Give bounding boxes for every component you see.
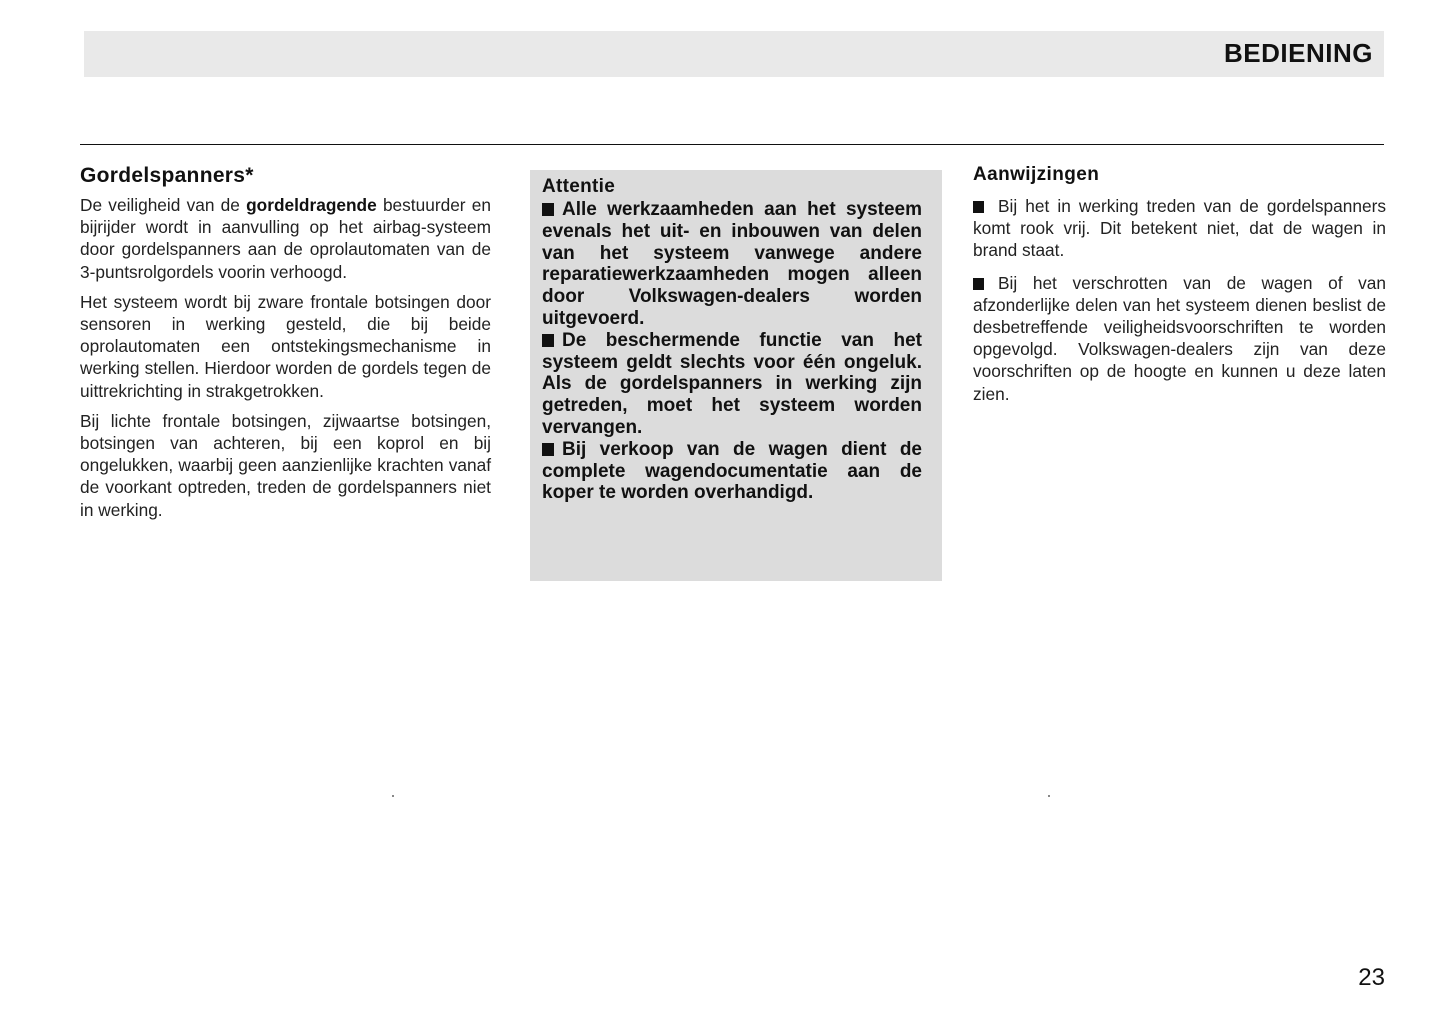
paragraph-intro-end: bestuurder en bijrijder wordt in aanvulling op het airbag-systeem door gordelspanners aan de oprolautomaten van de 3-puntsrolgordels voorin verhoogd. bbox=[80, 195, 491, 282]
heading-gordelspanners: Gordelspanners* bbox=[80, 164, 254, 187]
paragraph-intro bbox=[80, 194, 491, 283]
warning-title: Attentie bbox=[542, 176, 616, 197]
warning-item bbox=[542, 330, 922, 439]
warning-box bbox=[530, 170, 942, 581]
note-item-text: Bij het in werking treden van de gordelspanners komt rook vrij. Dit betekent niet, dat de wagen in brand staat. bbox=[973, 196, 1386, 261]
note-item bbox=[973, 195, 1386, 262]
warning-item-text: Alle werkzaamheden aan het systeem evenals het uit- en inbouwen van delen van het systeem vanwege andere reparatiewerkzaamheden mogen alleen door Volkswagen-dealers worden uitgevoerd. bbox=[542, 199, 922, 329]
note-item-text: Bij het verschrotten van de wagen of van afzonderlijke delen van het systeem dienen beslist de desbetreffende veiligheidsvoorschriften te worden opgevolgd. Volkswagen-dealers zijn van deze voorschriften op de hoogte en kunnen u deze laten zien. bbox=[973, 272, 1386, 404]
section-title: BEDIENING bbox=[1224, 38, 1373, 68]
left-column bbox=[80, 164, 491, 529]
paragraph-intro-start: De veiligheid van de bbox=[80, 195, 247, 215]
page-number: 23 bbox=[1358, 964, 1385, 991]
bullet-square-icon bbox=[973, 278, 984, 290]
paragraph-light-collisions: Bij lichte frontale botsingen, zijwaartse botsingen, botsingen van achteren, bij een koprol en bij ongelukken, waarbij geen aanzienlijke krachten vanaf de voorkant optreden, treden de gordelspanners niet in werking. bbox=[80, 410, 491, 520]
horizontal-rule bbox=[80, 144, 1384, 145]
scan-speck bbox=[1048, 795, 1050, 797]
paragraph-activation: Het systeem wordt bij zware frontale botsingen door sensoren in werking gesteld, die bij beide oprolautomaten een ontstekingsmechanisme in werking stellen. Hierdoor worden de gordels tegen de uittrekrichting in strakgetrokken. bbox=[80, 291, 491, 401]
bullet-square-icon bbox=[542, 203, 554, 216]
note-item bbox=[973, 272, 1386, 405]
warning-item bbox=[542, 439, 922, 504]
right-column bbox=[973, 164, 1386, 415]
bullet-square-icon bbox=[973, 201, 984, 213]
bullet-square-icon bbox=[542, 443, 554, 456]
warning-item bbox=[542, 199, 922, 330]
warning-item-text: De beschermende functie van het systeem geldt slechts voor één ongeluk. Als de gordelspanners in werking zijn getreden, moet het systeem worden vervangen. bbox=[542, 329, 922, 438]
warning-item-text: Bij verkoop van de wagen dient de complete wagendocumentatie aan de koper te worden overhandigd. bbox=[542, 438, 922, 504]
emphasis-gordeldragende: gordeldragende bbox=[246, 195, 377, 215]
scan-speck bbox=[392, 795, 394, 797]
bullet-square-icon bbox=[542, 334, 554, 347]
warning-content bbox=[542, 176, 922, 504]
heading-aanwijzingen: Aanwijzingen bbox=[973, 164, 1100, 185]
header-bar bbox=[84, 31, 1384, 77]
